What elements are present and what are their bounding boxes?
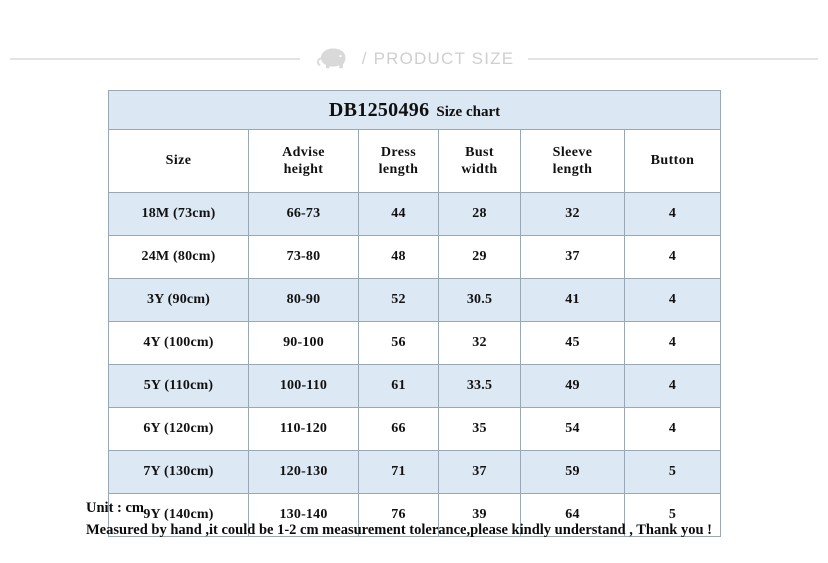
column-header-bust-line1: Bust	[465, 144, 494, 160]
cell-bust-width: 39	[439, 494, 521, 537]
cell-button: 5	[625, 494, 721, 537]
cell-dress-length: 61	[359, 365, 439, 408]
cell-bust-width: 33.5	[439, 365, 521, 408]
cell-bust-width: 28	[439, 193, 521, 236]
cell-size: 3Y (90cm)	[109, 279, 249, 322]
cell-sleeve-length: 49	[521, 365, 625, 408]
elephant-icon	[314, 45, 354, 73]
column-header-advise-line1: Advise	[282, 144, 325, 160]
chart-subtitle: Size chart	[436, 103, 501, 120]
cell-button: 4	[625, 408, 721, 451]
cell-size: 24M (80cm)	[109, 236, 249, 279]
page-header	[0, 38, 828, 80]
column-header-dress-line2: length	[378, 162, 419, 177]
cell-size: 7Y (130cm)	[109, 451, 249, 494]
note-tolerance: Measured by hand ,it could be 1-2 cm measurement tolerance,please kindly understand , Thank you !	[86, 521, 712, 538]
table-title-row	[109, 91, 721, 130]
cell-button: 5	[625, 451, 721, 494]
cell-button: 4	[625, 322, 721, 365]
column-header-sleeve-line2: length	[552, 162, 593, 177]
header-center	[314, 45, 515, 73]
cell-dress-length: 71	[359, 451, 439, 494]
cell-advise-height: 80-90	[249, 279, 359, 322]
cell-button: 4	[625, 365, 721, 408]
cell-sleeve-length: 45	[521, 322, 625, 365]
column-header-size-line1: Size	[165, 153, 192, 169]
cell-bust-width: 37	[439, 451, 521, 494]
footer-notes	[86, 498, 786, 542]
cell-size: 9Y (140cm)	[109, 494, 249, 537]
cell-sleeve-length: 54	[521, 408, 625, 451]
column-header-advise-line2: height	[283, 162, 324, 177]
cell-advise-height: 73-80	[249, 236, 359, 279]
table-row	[109, 408, 721, 451]
table-row	[109, 322, 721, 365]
cell-sleeve-length: 32	[521, 193, 625, 236]
column-header-button	[625, 130, 721, 193]
column-header-sleeve-line1: Sleeve	[552, 144, 593, 160]
cell-button: 4	[625, 193, 721, 236]
cell-bust-width: 35	[439, 408, 521, 451]
cell-advise-height: 100-110	[249, 365, 359, 408]
cell-bust-width: 30.5	[439, 279, 521, 322]
chart-code: DB1250496	[328, 98, 430, 121]
note-unit: Unit : cm	[86, 500, 144, 516]
cell-sleeve-length: 59	[521, 451, 625, 494]
header-divider-left	[10, 58, 300, 60]
column-header-size	[109, 130, 249, 193]
table-title-cell	[109, 91, 721, 130]
table-row	[109, 236, 721, 279]
column-header-bust-width	[439, 130, 521, 193]
cell-sleeve-length: 37	[521, 236, 625, 279]
column-header-advise-height	[249, 130, 359, 193]
cell-dress-length: 48	[359, 236, 439, 279]
cell-advise-height: 66-73	[249, 193, 359, 236]
size-chart-table	[108, 90, 721, 537]
cell-bust-width: 29	[439, 236, 521, 279]
cell-bust-width: 32	[439, 322, 521, 365]
cell-dress-length: 76	[359, 494, 439, 537]
cell-size: 5Y (110cm)	[109, 365, 249, 408]
column-header-dress-length	[359, 130, 439, 193]
cell-dress-length: 56	[359, 322, 439, 365]
table-row	[109, 365, 721, 408]
cell-advise-height: 110-120	[249, 408, 359, 451]
cell-size: 18M (73cm)	[109, 193, 249, 236]
column-header-dress-line1: Dress	[380, 144, 417, 160]
cell-dress-length: 52	[359, 279, 439, 322]
cell-sleeve-length: 41	[521, 279, 625, 322]
cell-button: 4	[625, 279, 721, 322]
size-chart-table-wrapper	[108, 90, 720, 537]
cell-dress-length: 66	[359, 408, 439, 451]
cell-dress-length: 44	[359, 193, 439, 236]
table-row	[109, 451, 721, 494]
table-header-row	[109, 130, 721, 193]
cell-advise-height: 120-130	[249, 451, 359, 494]
column-header-bust-line2: width	[461, 162, 498, 177]
cell-size: 4Y (100cm)	[109, 322, 249, 365]
table-row	[109, 193, 721, 236]
column-header-button-line1: Button	[650, 153, 695, 169]
header-title: / PRODUCT SIZE	[361, 49, 515, 68]
cell-button: 4	[625, 236, 721, 279]
cell-advise-height: 130-140	[249, 494, 359, 537]
header-divider-right	[528, 58, 818, 60]
table-row	[109, 279, 721, 322]
column-header-sleeve-length	[521, 130, 625, 193]
cell-sleeve-length: 64	[521, 494, 625, 537]
cell-advise-height: 90-100	[249, 322, 359, 365]
cell-size: 6Y (120cm)	[109, 408, 249, 451]
